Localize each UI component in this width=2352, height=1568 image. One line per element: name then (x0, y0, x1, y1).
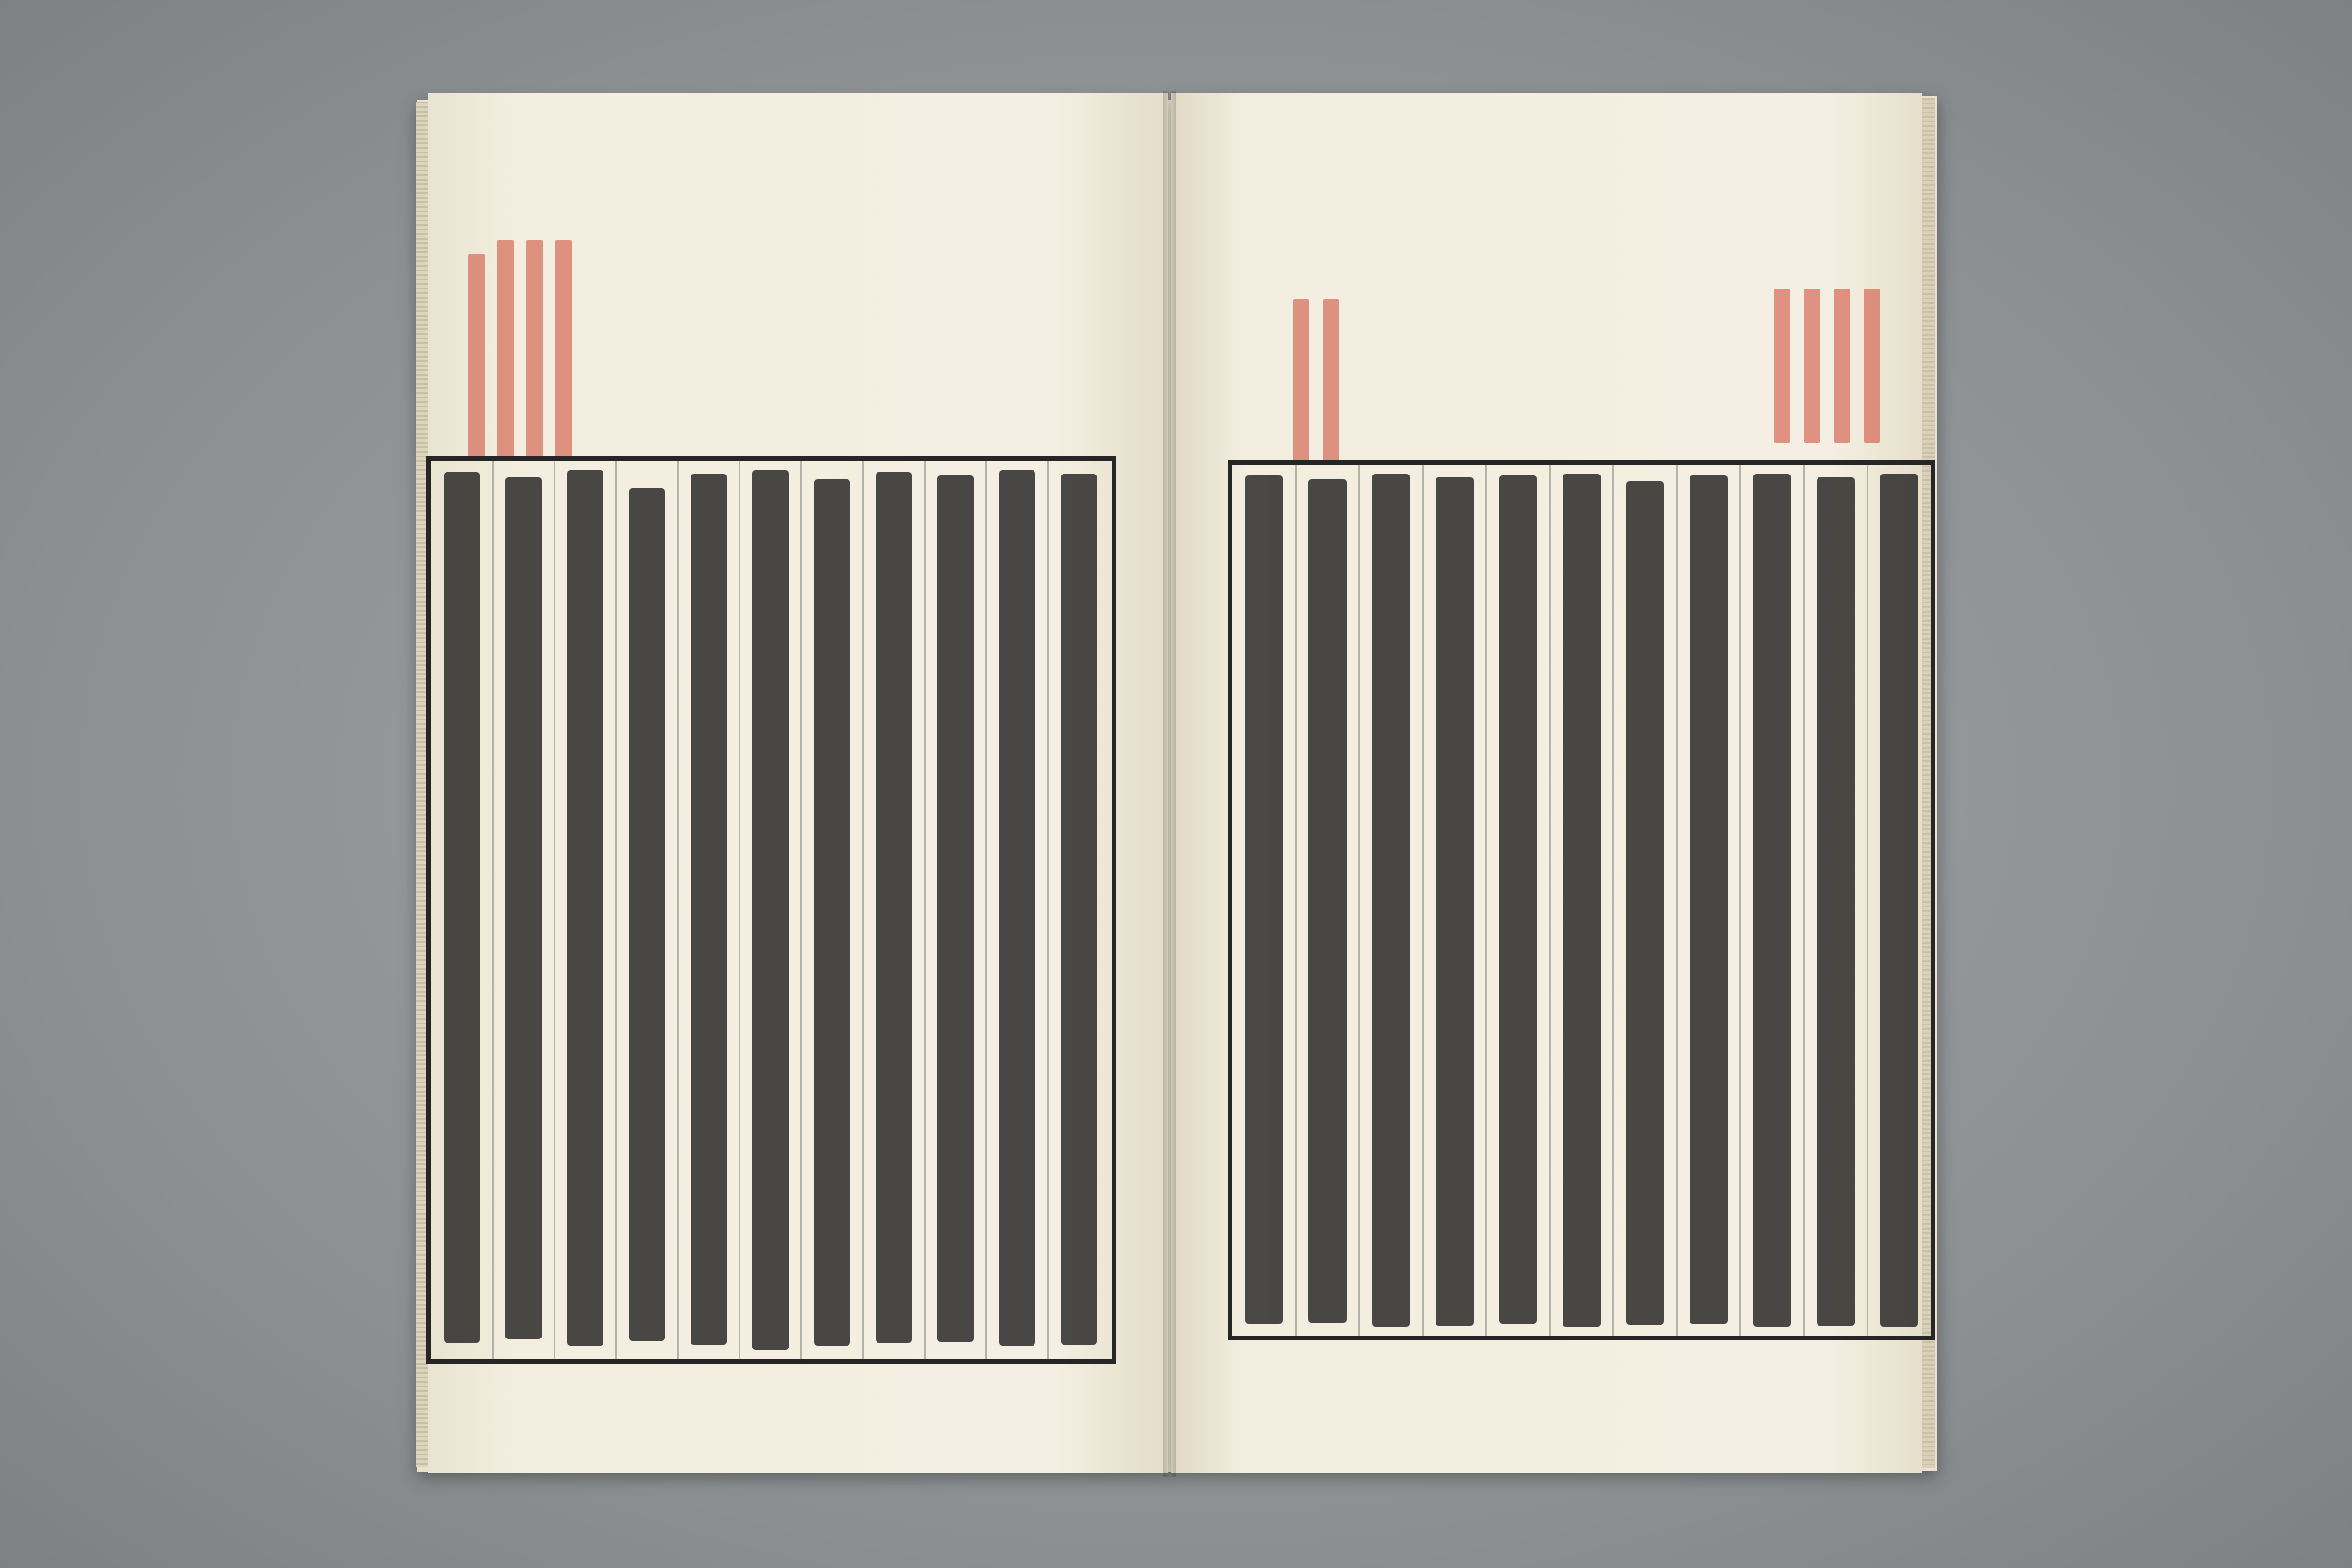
red-annotation-mark (468, 254, 485, 458)
left-column-rules (431, 461, 1112, 1359)
red-annotation-mark (555, 240, 572, 458)
red-annotation-mark (1323, 299, 1339, 463)
red-annotation-mark (1774, 289, 1790, 443)
right-print-frame (1228, 460, 1936, 1340)
right-column-rules (1232, 465, 1931, 1336)
red-annotation-mark (1293, 299, 1309, 463)
red-annotation-mark (526, 240, 543, 458)
red-annotation-mark (1804, 289, 1820, 443)
left-print-frame (426, 456, 1116, 1364)
book-gutter (1163, 91, 1176, 1477)
red-annotation-mark (1834, 289, 1850, 443)
red-annotation-mark (497, 240, 514, 458)
red-annotation-mark (1864, 289, 1880, 443)
